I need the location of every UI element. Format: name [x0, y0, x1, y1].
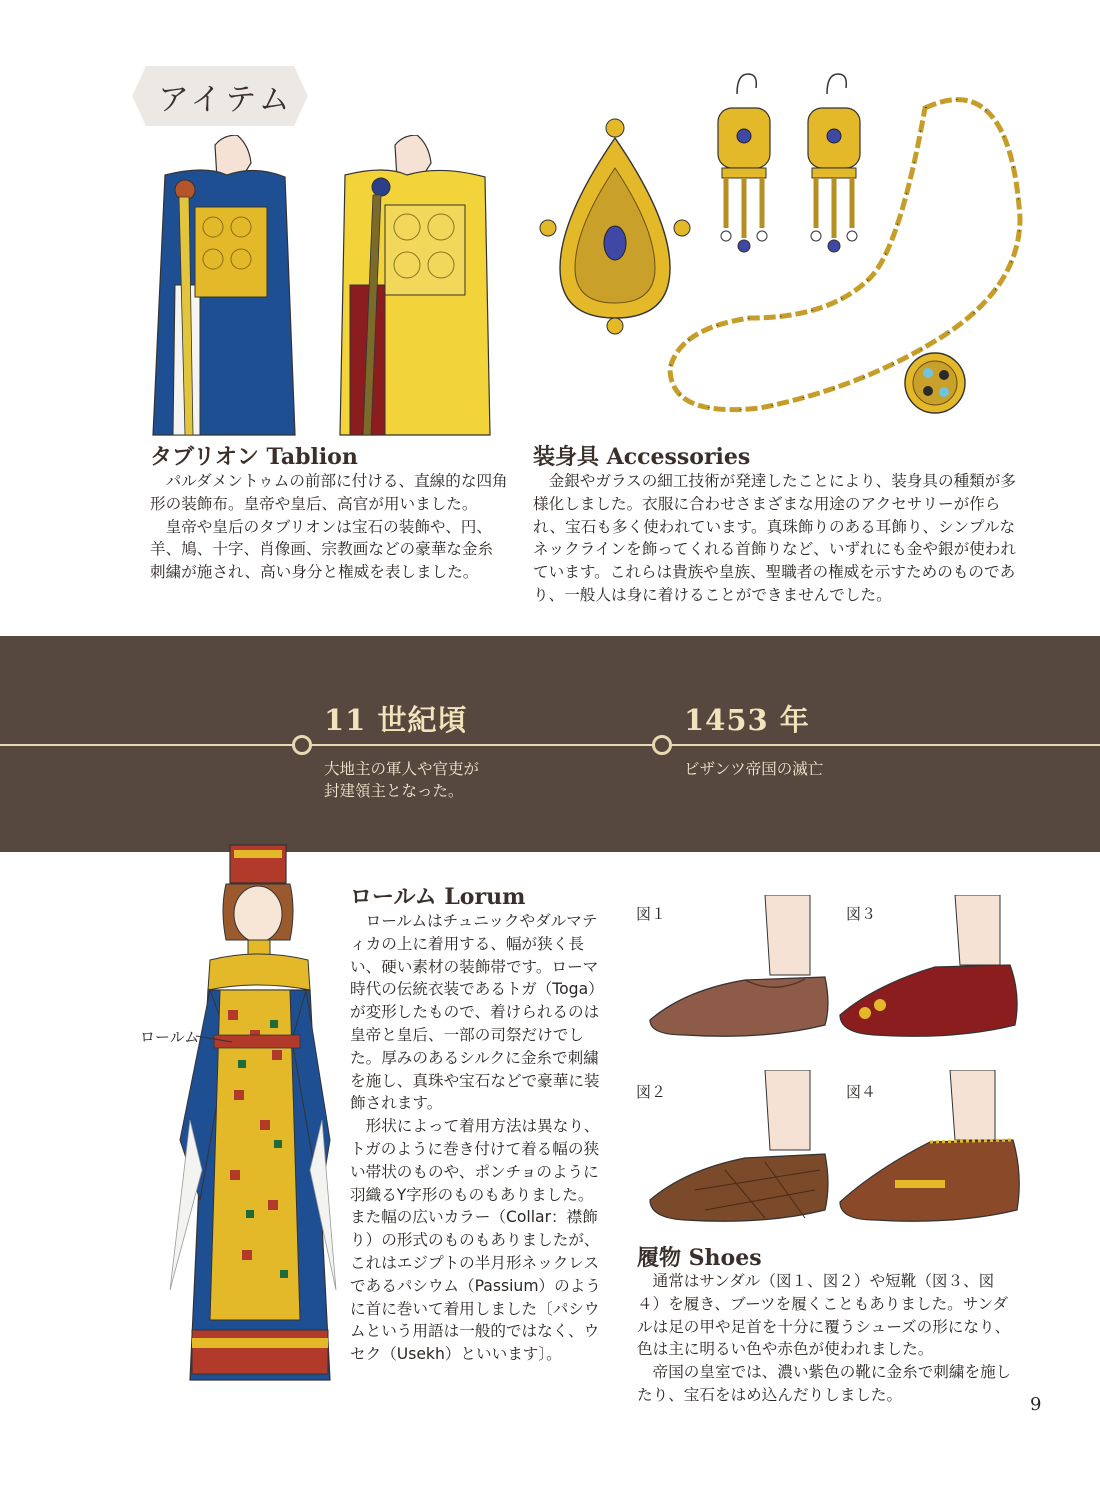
shoe-figure-4: [835, 1070, 1025, 1230]
shoes-paragraph: 帝国の皇室では、濃い紫色の靴に金糸で刺繍を施したり、宝石をはめ込んだりしました。: [637, 1363, 1012, 1404]
lorum-figure-illustration: [150, 840, 340, 1400]
tablion-illustration: [145, 135, 505, 440]
lorum-callout-label: ロールム: [140, 1028, 200, 1046]
tablion-body: [150, 470, 508, 584]
shoes-heading: 履物 Shoes: [637, 1245, 762, 1271]
shoe-figure-2: [645, 1070, 835, 1230]
section-tag-label: アイテム: [158, 82, 294, 118]
accessories-paragraph: 金銀やガラスの細工技術が発達したことにより、装身具の種類が多様化しました。衣服に合わせさまざまな用途のアクセサリーが作られ、宝石も多く使われています。真珠飾りのある耳飾り、シンプルなネックラインを飾ってくれる首飾りなど、いずれにも金や銀が使われています。これらは貴族や皇族、聖職者の権威を示すためのものであり、一般人は身に着けることができませんでした。: [533, 472, 1016, 604]
timeline-line: [0, 744, 1100, 746]
lorum-heading: ロールム Lorum: [350, 884, 526, 910]
timeline-year: 11 世紀頃: [324, 703, 468, 737]
tablion-paragraph: パルダメントゥムの前部に付ける、直線的な四角形の装飾布。皇帝や皇后、高官が用いました。: [150, 472, 508, 513]
lorum-paragraph: ロールムはチュニックやダルマティカの上に着用する、幅が狭く長い、硬い素材の装飾帯です。ローマ時代の伝統衣装であるトガ（Toga）が変形したもので、着けられるのは皇帝と皇后、一部の司祭だけでした。厚みのあるシルクに金糸で刺繍を施し、真珠や宝石などで豪華に装飾されます。: [350, 912, 604, 1113]
lorum-callout-line: [196, 1030, 236, 1046]
accessories-illustration: [530, 68, 1070, 438]
shoe-figure-3: [835, 895, 1025, 1045]
accessories-body: [533, 470, 1017, 607]
lorum-paragraph: 形状によって着用方法は異なり、トガのように巻き付けて着る幅の狭い帯状のものや、ポンチョのように羽織るY字形のものもありました。また幅の広いカラー（Collar：襟飾り）の形式のものもありましたが、これはエジプトの半月形ネックレスであるパシウム（Passium）のように首に巻いて着用しました〔パシウムという用語は一般的ではなく、ウセク（Usekh）といいます〕。: [350, 1117, 601, 1364]
tablion-paragraph: 皇帝や皇后のタブリオンは宝石の装飾や、円、羊、鳩、十字、肖像画、宗教画などの豪華な金糸刺繍が施され、高い身分と権威を表しました。: [150, 517, 494, 582]
timeline-desc-line: 大地主の軍人や官吏が: [324, 760, 480, 778]
timeline-desc: [324, 758, 479, 802]
figure-label: 図３: [846, 905, 877, 923]
figure-label: 図２: [636, 1083, 667, 1101]
figure-label: 図４: [846, 1083, 877, 1101]
page-number: 9: [1030, 1394, 1042, 1415]
shoes-paragraph: 通常はサンダル（図１、図２）や短靴（図３、図４）を履き、ブーツを履くこともありました。サンダルは足の甲や足首を十分に覆うシューズの形になり、色は主に明るい色や赤色が使われました。: [637, 1272, 1011, 1359]
tablion-heading: タブリオン Tablion: [150, 444, 358, 470]
figure-label: 図１: [636, 905, 667, 923]
timeline-node: [292, 735, 312, 755]
shoe-figure-1: [645, 895, 835, 1045]
shoes-body: [637, 1270, 1017, 1407]
timeline-year: 1453 年: [684, 703, 810, 737]
accessories-heading: 装身具 Accessories: [533, 444, 751, 470]
lorum-body: [350, 910, 606, 1366]
timeline-desc-line: 封建領主となった。: [324, 782, 464, 800]
timeline-desc-line: ビザンツ帝国の滅亡: [684, 760, 824, 778]
timeline-desc: [684, 758, 823, 780]
timeline-node: [652, 735, 672, 755]
